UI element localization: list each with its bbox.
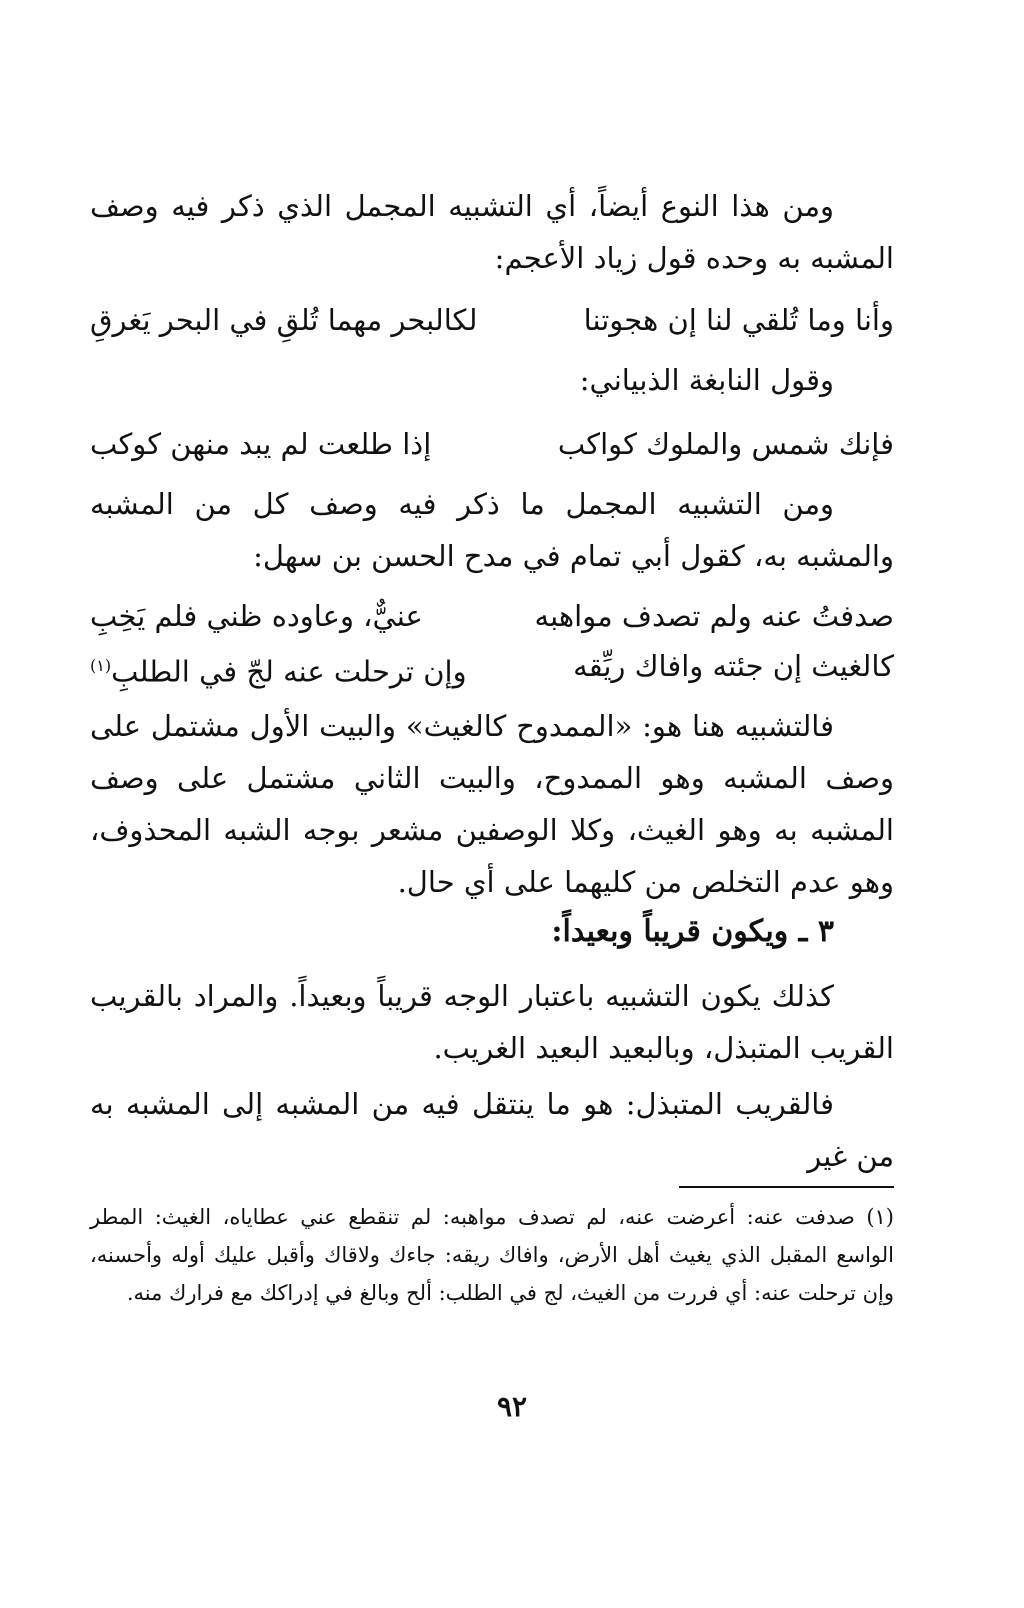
footnote: (١) صدفت عنه: أعرضت عنه، لم تصدف مواهبه: لم تنقطع عني عطاياه، الغيث: المطر الواسع المقبل الذي يغيث أهل الأرض، وافاك ريقه: جاءك ولاقاك وأقبل عليك أوله وأحسنه، وإن ترحلت عنه: أي فررت من الغيث، لج في الطلب: ألح وبالغ في إدراكك مع فرارك منه. (90, 1205, 894, 1305)
paragraph-explanation: فالتشبيه هنا هو: «الممدوح كالغيث» والبيت الأول مشتمل على وصف المشبه وهو الممدوح، والبيت الثاني مشتمل على وصف المشبه به وهو الغيث، وكلا الوصفين مشعر بوجه الشبه المحذوف، وهو عدم التخلص من كليهما على أي حال. (90, 709, 894, 899)
paragraph-near-far: كذلك يكون التشبيه باعتبار الوجه قريباً وبعيداً. والمراد بالقريب القريب المتبذل، وبالبعيد البعيد الغريب. (90, 979, 894, 1065)
verse-text: وإن ترحلت عنه لجّ في الطلبِ (111, 654, 467, 689)
verse-second-hemistich: إذا طلعت لم يبد منهن كوكب (90, 427, 432, 461)
paragraph-abu-tamam-intro: ومن التشبيه المجمل ما ذكر فيه وصف كل من المشبه والمشبه به، كقول أبي تمام في مدح الحسن بن سهل: (90, 487, 894, 573)
verse-second-hemistich: عنيٌّ، وعاوده ظني فلم يَخِبِ (90, 599, 423, 633)
paragraph-zyad-intro: ومن هذا النوع أيضاً، أي التشبيه المجمل الذي ذكر فيه وصف المشبه به وحده قول زياد الأعجم: (90, 189, 894, 275)
page-number: ٩٢ (496, 1390, 528, 1423)
verse-first-hemistich: وأنا وما تُلقي لنا إن هجوتنا (583, 303, 894, 337)
section-heading: ٣ ـ ويكون قريباً وبعيداً: (551, 914, 834, 949)
verse-first-hemistich: فإنك شمس والملوك كواكب (557, 427, 894, 461)
paragraph-near-definition: فالقريب المتبذل: هو ما ينتقل فيه من المشبه إلى المشبه به من غير (90, 1087, 894, 1173)
verse-second-hemistich: لكالبحر مهما تُلقِ في البحر يَغرقِ (90, 303, 478, 337)
footnote-marker: (١) (90, 656, 112, 675)
verse-zyad (90, 292, 894, 348)
verse-first-hemistich: صدفتُ عنه ولم تصدف مواهبه (534, 599, 894, 633)
verse-second-hemistich (90, 638, 467, 700)
verse-abu-tamam-2 (90, 638, 894, 700)
verse-first-hemistich: كالغيث إن جئته وافاك ريِّقه (573, 649, 894, 683)
paragraph-nabigha-intro: وقول النابغة الذبياني: (579, 363, 834, 397)
verse-abu-tamam-1 (90, 588, 894, 644)
verse-nabigha (90, 416, 894, 472)
footnote-divider (679, 1186, 894, 1188)
